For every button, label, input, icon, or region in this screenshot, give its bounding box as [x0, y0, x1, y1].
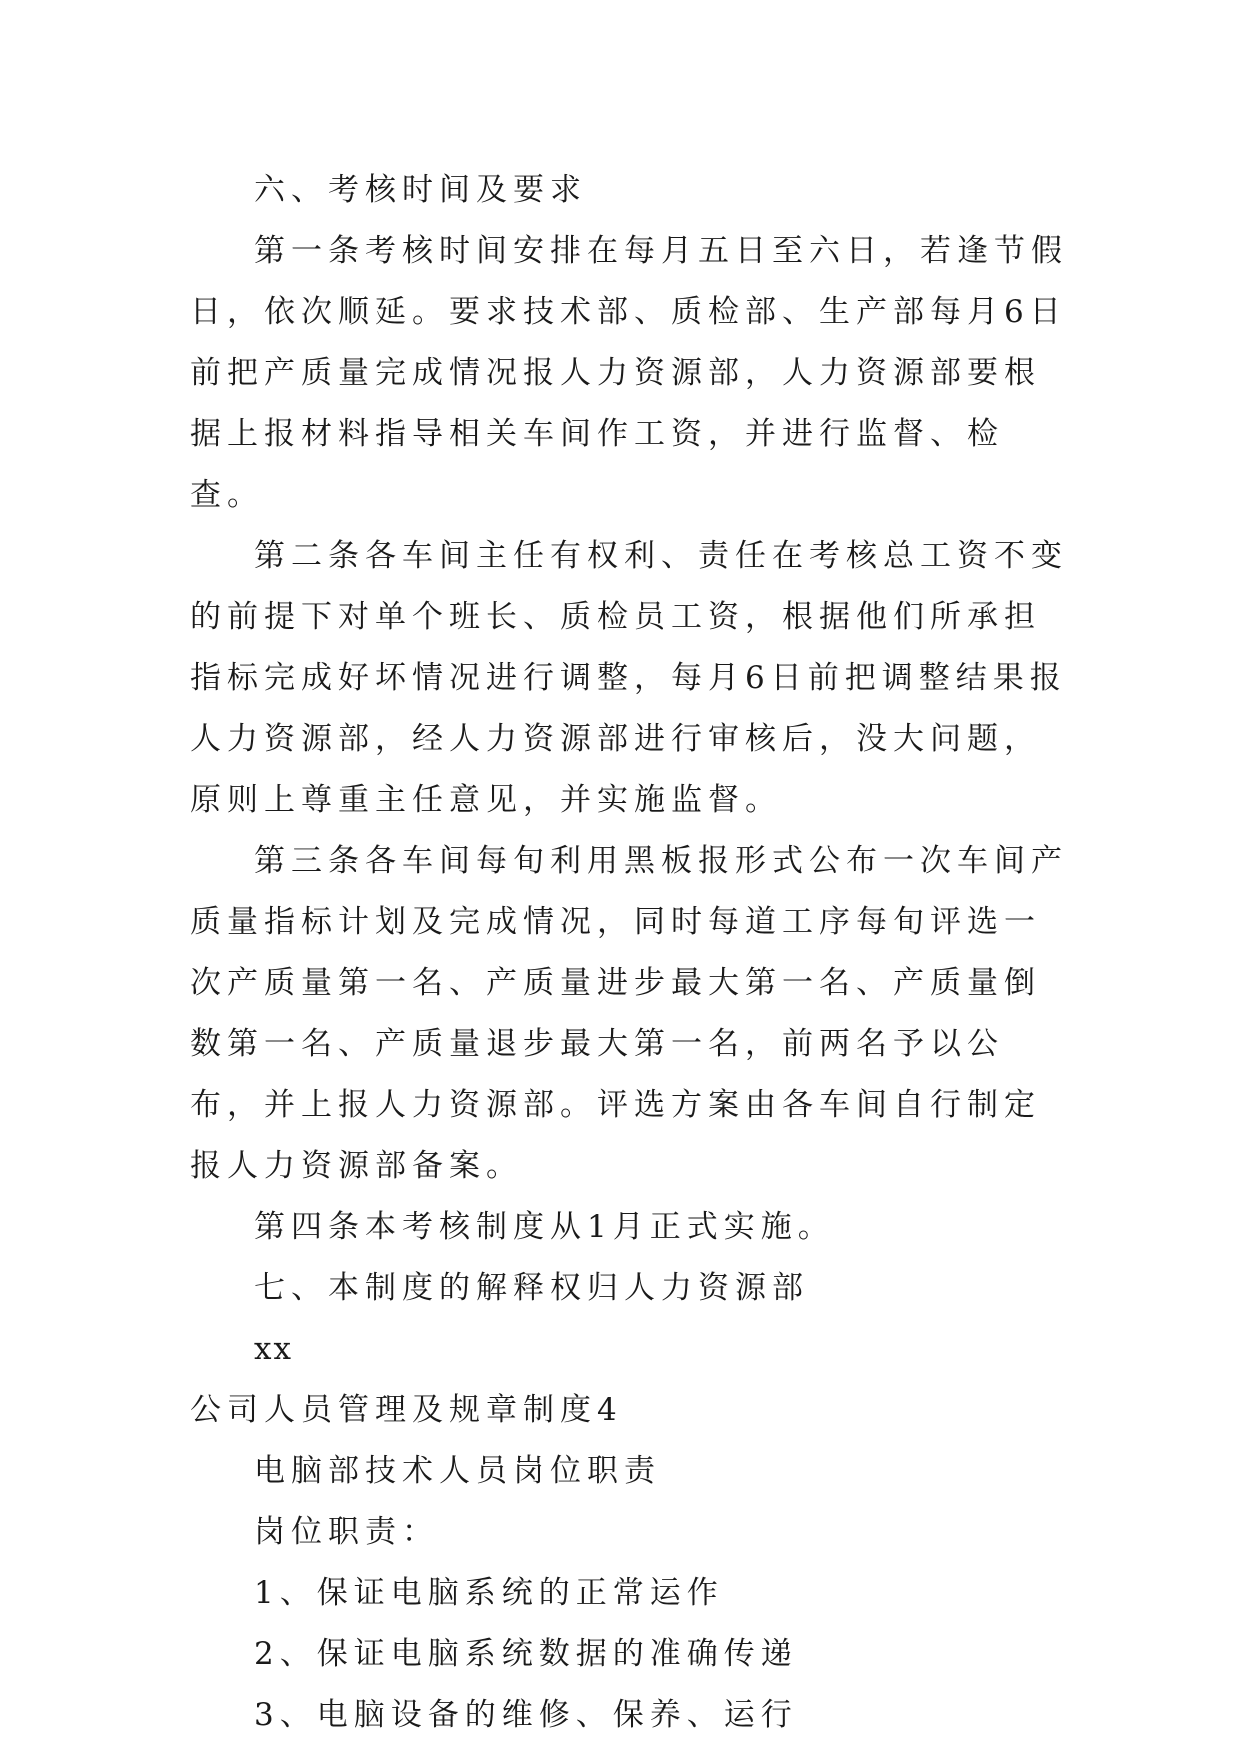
- duty-item: 2、保证电脑系统数据的准确传递: [254, 1636, 798, 1672]
- document-body: [190, 160, 1070, 1746]
- heading-section-6: 六、考核时间及要求: [254, 172, 587, 208]
- duty-item: 3、电脑设备的维修、保养、运行: [254, 1697, 798, 1733]
- duty-item: 1、保证电脑系统的正常运作: [254, 1575, 724, 1611]
- article-3-paragraph: 第三条各车间每旬利用黑板报形式公布一次车间产质量指标计划及完成情况，同时每道工序每旬评选一次产质量第一名、产质量进步最大第一名、产质量倒数第一名、产质量退步最大第一名，前两名予以公布，并上报人力资源部。评选方案由各车间自行制定报人力资源部备案。: [190, 843, 1068, 1184]
- signature-line: xx: [254, 1331, 293, 1367]
- section-title: 公司人员管理及规章制度4: [190, 1392, 623, 1428]
- duties-label: 岗位职责：: [254, 1514, 439, 1550]
- article-2-paragraph: 第二条各车间主任有权利、责任在考核总工资不变的前提下对单个班长、质检员工资，根据他们所承担指标完成好坏情况进行调整，每月6日前把调整结果报人力资源部，经人力资源部进行审核后，没大问题，原则上尊重主任意见，并实施监督。: [190, 538, 1068, 818]
- job-title: 电脑部技术人员岗位职责: [254, 1453, 661, 1489]
- article-4-paragraph: 第四条本考核制度从1月正式实施。: [254, 1209, 835, 1245]
- article-1-paragraph: 第一条考核时间安排在每月五日至六日，若逢节假日，依次顺延。要求技术部、质检部、生产部每月6日前把产质量完成情况报人力资源部，人力资源部要根据上报材料指导相关车间作工资，并进行监督、检查。: [190, 233, 1068, 513]
- heading-section-7: 七、本制度的解释权归人力资源部: [254, 1270, 809, 1306]
